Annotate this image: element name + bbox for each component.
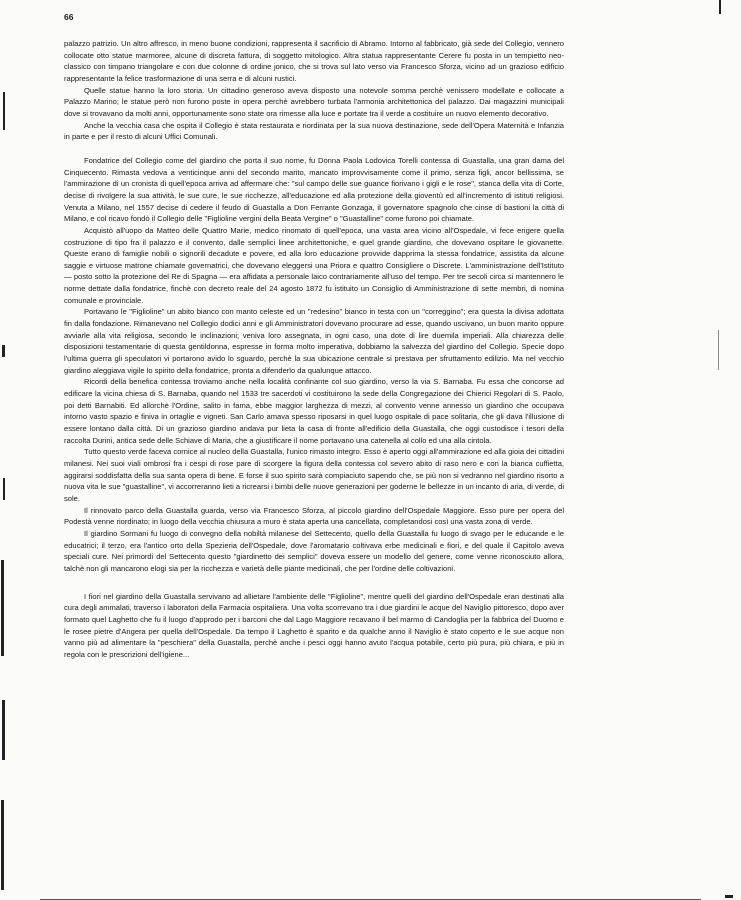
scan-artifact	[718, 330, 719, 370]
scan-artifact	[1, 560, 4, 656]
paragraph-1: palazzo patrizio. Un altro affresco, in meno buone condizioni, rappresenta il sacrificio di Abramo. Intorno al fabbricato, già sede del Collegio, vennero collocate otto statue marmoree, alcune di discreta fattura, di soggetto mitologico. Altra statua rappresentante Cerere fu posta in un tempietto neo-classico con timpano triangolare e con due colonne di ordine jonico, che si trova sul lato verso via Francesco Sforza, vicino ad un grazioso edificio rappresentante la felice trasformazione di una serra e di alcuni rustici.	[64, 39, 564, 83]
paragraph-7: Ricordi della benefica contessa troviamo anche nella località confinante col suo giardino, verso la via S. Barnaba. Fu essa che concorse ad edificare la vicina chiesa di S. Barnaba, quando nel 1533 tre sacerdoti vi costituirono la sede della Congregazione dei Chierici Regolari di S. Paolo, poi detti Barnabiti. Ed allorchè l'Ordine, salito in fama, ebbe maggior larghezza di mezzi, al convento venne annesso un giardino che occupava intorno vasto spazio e finiva in ortaglie e vigneti. San Carlo amava spesso riposarsi in quel luogo ospitale di pace solitaria, che gli dava l'illusione di essere lontano dalla città. Di un grazioso giardino andava pur lieta la casa di fronte all'edificio della Guastalla, che oggi custodisce i tesori della raccolta Durini, antica sede delle Schiave di Maria, che a giustificare il nome portavano una catenella al collo ed una alla cintola.	[64, 377, 564, 445]
paragraph-4: Fondatrice del Collegio come del giardino che porta il suo nome, fu Donna Paola Lodovica Torelli contessa di Guastalla, una gran dama del Cinquecento. Rimasta vedova a venticinque anni del secondo marito, mancato improvvisamente come il primo, senza figli, ancor bellissima, se l'ammirazione di un cronista di quell'epoca arriva ad affermare che: "sul campo delle sue guance fiorivano i gigli e le rose", stanca della vita di Corte, decise di rivolgere la sua attività, le sue cure, le sue ricchezze, all'educazione ed alla protezione della gioventù ed all'incremento di istituti religiosi. Venuta a Milano, nel 1557 decise di cedere il feudo di Guastalla a Don Ferrante Gonzaga, il governatore spagnolo che cinse di bastioni la città di Milano, e col ricavo fondò il Collegio delle "Figlioline vergini della Beata Vergine" o "Guastalline" come furono poi chiamate.	[64, 155, 564, 224]
scan-artifact	[725, 895, 733, 898]
page-number: 66	[64, 12, 74, 22]
scan-artifact	[2, 345, 5, 357]
paragraph-5: Acquistò all'uopo da Matteo delle Quattro Marie, medico rinomato di quell'epoca, una vasta area vicino all'Ospedale, vi fece erigere quella costruzione di tipo fra il palazzo e il convento, dalle semplici linee architettoniche, e quel grande giardino, che dovevano ospitare le giovanette. Queste erano di famiglie nobili o signorili decadute e povere, ed alla loro educazione provvide dapprima la stessa fondatrice, assistita da alcune saggie e virtuose matrone chiamate governatrici, che dovevano eleggersi una Priora e quattro Consigliere o Discrete. L'amministrazione dell'Istituto — posto sotto la protezione del Re di Spagna — era affidata a personale laico contrariamente all'uso del tempo. Per tre secoli circa si mantennero le norme dettate dalla fondatrice, finchè con decreto reale del 24 agosto 1872 fu istituito un Consiglio di Amministrazione di sette membri, di nomina comunale e provinciale.	[64, 225, 564, 305]
paragraph-2: Quelle statue hanno la loro storia. Un cittadino generoso aveva disposto una notevole somma perchè venissero modellate e collocate a Palazzo Marino; le statue però non furono poste in opera perchè avrebbero turbata l'armonia architettonica del palazzo. Dai magazzini municipali dove si trovavano da molti anni, opportunamente sono state ora rimesse alla luce e portate tra il verde a costituire un nuovo elemento decorativo.	[64, 85, 564, 118]
paragraph-6: Portavano le "Figlioline" un abito bianco con manto celeste ed un "redesino" bianco in testa con un "correggino"; era questa la divisa adottata fin dalla fondazione. Rimanevano nel Collegio dodici anni e gli Amministratori dovevano procurare ad esse, quando uscivano, un buon marito oppure avviarle alla vita religiosa, secondo le inclinazioni; veniva loro assegnata, in ogni caso, una dote di lire duemila imperiali. Alla chiarezza delle disposizioni testamentarie di questa gentildonna, espresse in forma molto imperativa, dobbiamo la salvezza del giardino del Collegio. Specie dopo l'ultima guerra gli speculatori vi portarono avido lo sguardo, perchè la sua ubicazione centrale si prestava per sfruttamento edilizio. Ma nel vecchio giardino aleggiava vigile lo spirito della fondatrice, pronta a difenderlo da qualunque attacco.	[64, 307, 564, 375]
scan-artifact	[719, 0, 721, 14]
paragraph-10: Il giardino Sormani fu luogo di convegno della nobiltà milanese del Settecento, quello della Guastalla fu luogo di svago per le educande e le educatrici; il terzo, era l'antico orto della Spezieria dell'Ospedale, dove l'aromatario coltivava erbe medicinali e fiori, e del quale il Capitolo aveva speciali cure. Nei primordi del Settecento questo "giardinetto dei semplici" doveva essere un modello del genere, come venne riconosciuto allora, talchè non gli mancarono elogi sia per la ricchezza e varietà delle piante medicinali, che per l'ordine delle coltivazioni.	[64, 528, 564, 573]
scan-artifact	[3, 478, 5, 500]
paragraph-8: Tutto questo verde faceva cornice al nucleo della Guastalla, l'unico rimasto integro. Esso è aperto oggi all'ammirazione ed alla gioia dei cittadini milanesi. Nei suoi viali ombrosi fra i cespi di rose pare di scorgere la figura della contessa col severo abito di raso nero e con la bianca cuffietta, aggirarsi soddisfatta della sua santa opera di bene. E forse il suo spirito sarà compiaciuto sapendo che, se più non si vedranno nel giardino risorto a nuova vita le sue "guastalline", vi accorreranno lieti a ricrearsi i bimbi delle nuove generazioni per goderne le bellezze in un incanto di aria, di verde, di sole.	[64, 447, 564, 503]
scan-artifact	[2, 700, 5, 760]
scan-artifact	[3, 92, 5, 130]
paragraph-9: Il rinnovato parco della Guastalla guarda, verso via Francesco Sforza, al piccolo giardino dell'Ospedale Maggiore. Esso pure per opera del Podestà venne riordinato; in luogo della vecchia chiusura a muro è stata aperta una cancellata, completandosi così una vasta zona di verde.	[64, 505, 564, 527]
paragraph-11: I fiori nel giardino della Guastalla servivano ad allietare l'ambiente delle "Figlioline", mentre quelli del giardino dell'Ospedale eran destinati alla cura degli ammalati, traverso i laboratori della Farmacia ospitaliera. Una volta scorrevano tra i due giardini le acque del Naviglio pittoresco, dopo aver formato quel Laghetto che fu il luogo d'approdo per i barconi che dal Lago Maggiore recavano il bel marmo di Candoglia per la fabbrica del Duomo e le rosee pietre d'Angera per quella dell'Ospedale. Da tempo il Laghetto è sparito e da qualche anno il Naviglio è stato coperto e le sue acque non vanno più ad alimentare la "peschiera" della Guastalla, perchè anche i pesci oggi hanno avuto l'acqua potabile, certo più pura, più chiara, e più in regola con le prescrizioni dell'igiene...	[64, 591, 564, 659]
scan-artifact	[1, 800, 4, 890]
paragraph-3: Anche la vecchia casa che ospita il Collegio è stata restaurata e riordinata per la sua nuova destinazione, sede dell'Opera Maternità e Infanzia in parte e per il resto di alcuni Uffici Comunali.	[64, 120, 564, 142]
article-body	[64, 38, 564, 660]
